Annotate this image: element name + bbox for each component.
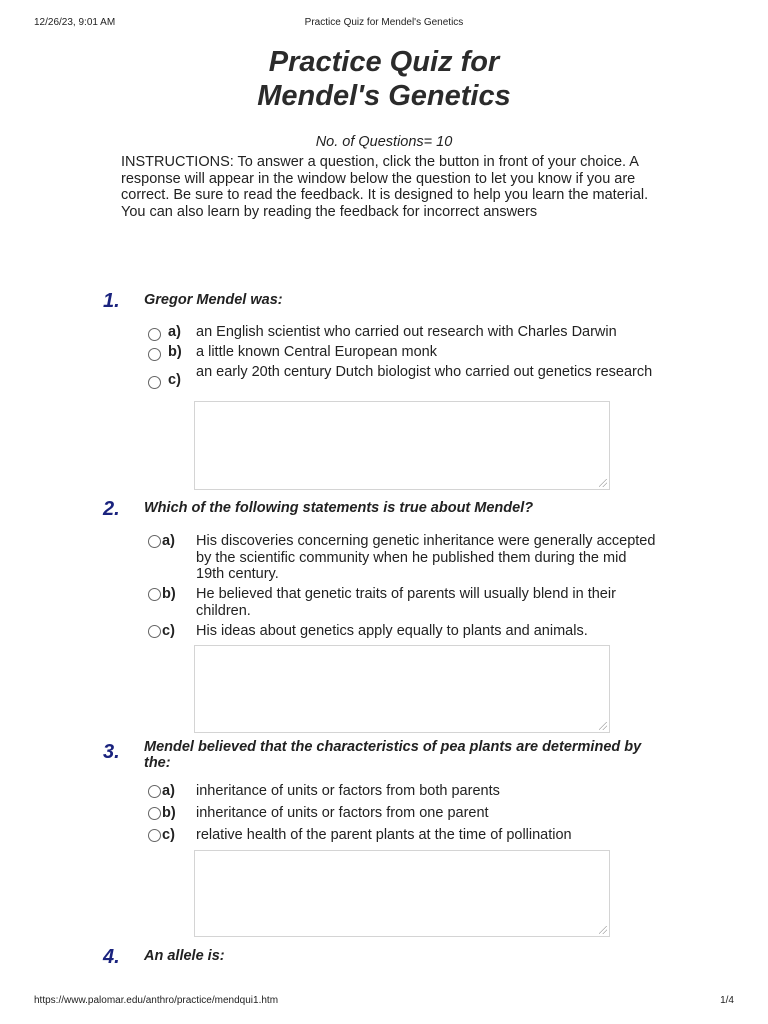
question-number: 4.	[103, 946, 120, 968]
feedback-textarea[interactable]	[194, 401, 610, 490]
resize-handle-icon[interactable]	[599, 479, 607, 487]
question-text: Gregor Mendel was:	[144, 292, 283, 308]
option-text: inheritance of units or factors from both parents	[196, 783, 500, 799]
resize-handle-icon[interactable]	[599, 722, 607, 730]
radio-button[interactable]	[148, 785, 161, 798]
option-text: relative health of the parent plants at the time of pollination	[196, 827, 572, 843]
option-text: an English scientist who carried out research with Charles Darwin	[196, 324, 617, 340]
radio-button[interactable]	[148, 829, 161, 842]
question-text: Which of the following statements is true about Mendel?	[144, 500, 534, 516]
quiz-title-line1: Practice Quiz for	[268, 46, 500, 78]
option-text: inheritance of units or factors from one parent	[196, 805, 489, 821]
answer-option[interactable]	[148, 325, 668, 345]
answer-option[interactable]	[148, 806, 668, 826]
option-letter: c)	[168, 372, 181, 388]
print-url: https://www.palomar.edu/anthro/practice/mendqui1.htm	[34, 995, 279, 1006]
answer-option[interactable]	[148, 586, 668, 619]
answer-option[interactable]	[148, 624, 668, 644]
print-date: 12/26/23, 9:01 AM	[34, 17, 116, 28]
option-letter: c)	[162, 827, 175, 843]
print-page-number: 1/4	[720, 995, 734, 1006]
radio-button[interactable]	[148, 535, 161, 548]
option-text: His discoveries concerning genetic inheritance were generally accepted by the scientific community when he published them during the mid 19th century.	[196, 533, 656, 582]
option-letter: b)	[162, 586, 176, 602]
answer-option[interactable]	[148, 364, 668, 388]
option-letter: b)	[162, 805, 176, 821]
instructions: INSTRUCTIONS: To answer a question, click the button in front of your choice. A response will appear in the window below the question to let you know if you are correct. Be sure to read the feedback. It is designed to help you learn the material. You can also learn by reading the feedback for incorrect answers	[121, 154, 649, 221]
option-letter: b)	[168, 344, 182, 360]
radio-button[interactable]	[148, 625, 161, 638]
resize-handle-icon[interactable]	[599, 926, 607, 934]
radio-button[interactable]	[148, 807, 161, 820]
answer-option[interactable]	[148, 345, 668, 365]
answer-option[interactable]	[148, 828, 668, 848]
option-letter: a)	[162, 783, 175, 799]
answer-option[interactable]	[148, 533, 668, 582]
question-number: 1.	[103, 290, 120, 312]
radio-button[interactable]	[148, 376, 161, 389]
question-text: Mendel believed that the characteristics of pea plants are determined by the:	[144, 739, 642, 771]
quiz-title	[0, 45, 768, 113]
answer-option[interactable]	[148, 784, 668, 804]
question-text: An allele is:	[144, 948, 225, 964]
radio-button[interactable]	[148, 328, 161, 341]
option-text: He believed that genetic traits of parents will usually blend in their children.	[196, 586, 616, 619]
radio-button[interactable]	[148, 588, 161, 601]
option-letter: a)	[162, 533, 175, 549]
question-number: 3.	[103, 741, 120, 763]
radio-button[interactable]	[148, 348, 161, 361]
option-text: a little known Central European monk	[196, 344, 437, 360]
question-number: 2.	[103, 498, 120, 520]
feedback-textarea[interactable]	[194, 645, 610, 733]
option-letter: c)	[162, 623, 175, 639]
option-text: His ideas about genetics apply equally to plants and animals.	[196, 623, 588, 639]
option-text: an early 20th century Dutch biologist who carried out genetics research	[196, 364, 653, 380]
print-page-title: Practice Quiz for Mendel's Genetics	[304, 17, 464, 28]
quiz-title-line2: Mendel's Genetics	[257, 80, 511, 112]
option-letter: a)	[168, 324, 181, 340]
feedback-textarea[interactable]	[194, 850, 610, 937]
question-count: No. of Questions= 10	[315, 134, 453, 150]
